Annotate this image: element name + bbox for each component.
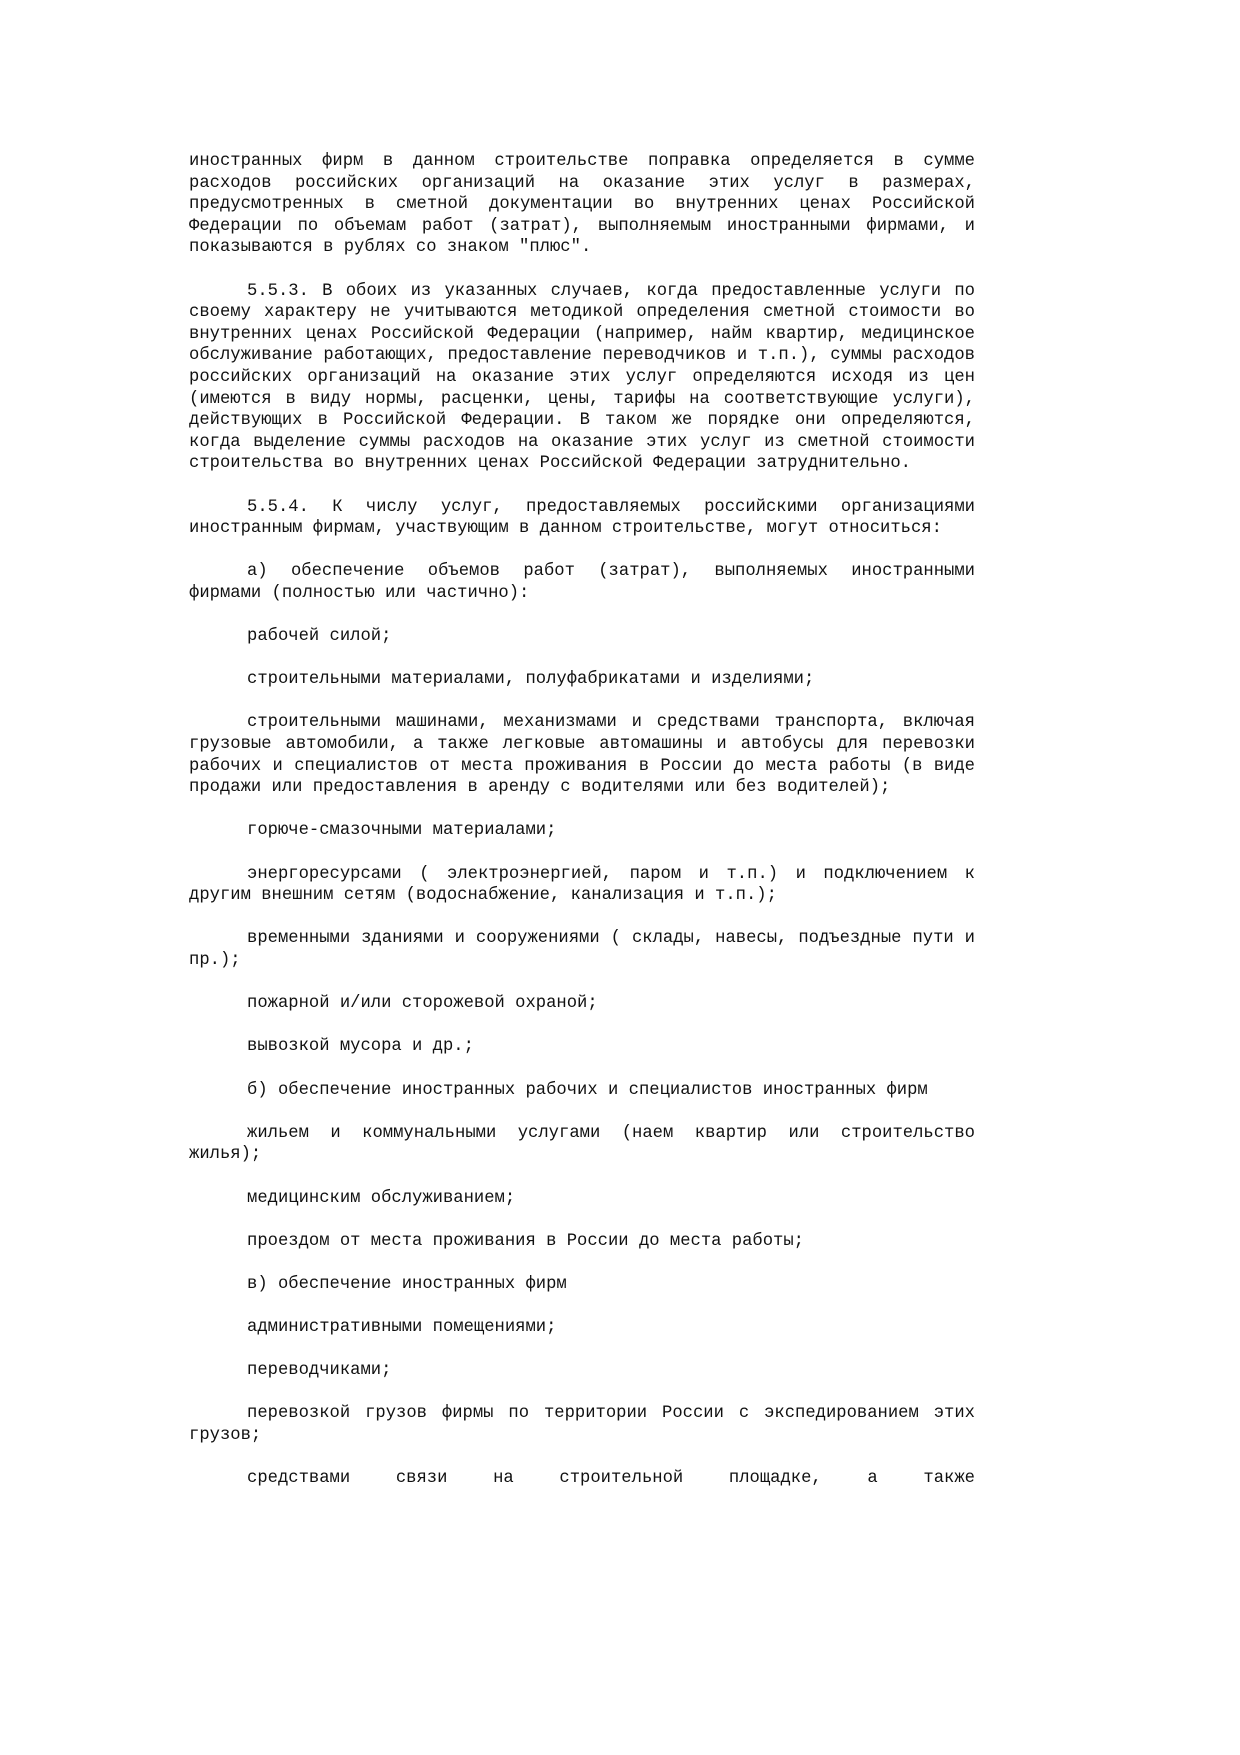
paragraph-5-5-3: 5.5.3. В обоих из указанных случаев, когда предоставленные услуги по своему характеру не учитываются методикой определения сметной стоимости во внутренних ценах Российской Федерации (например, найм квартир, медицинское обслуживание работающих, предоставление переводчиков и т.п.), суммы расходов российских организаций на оказание этих услуг определяются исходя из цен (имеются в виду нормы, расценки, цены, тарифы на соответствующие услуги), действующих в Российской Федерации. В таком же порядке они определяются, когда выделение суммы расходов на оказание этих услуг из сметной стоимости строительства во внутренних ценах Российской Федерации затруднительно. [189,281,975,474]
paragraph-continuation: иностранных фирм в данном строительстве поправка определяется в сумме расходов российских организаций на оказание этих услуг в размерах, предусмотренных в сметной документации во внутренних ценах Российской Федерации по объемам работ (затрат), выполняемым иностранными фирмами, и показываются в рублях со знаком "плюс". [189,152,975,258]
list-item: медицинским обслуживанием; [247,1188,516,1208]
list-item: горюче-смазочными материалами; [247,821,557,841]
list-item: пожарной и/или сторожевой охраной; [247,994,598,1014]
paragraph-5-5-4: 5.5.4. К числу услуг, предоставляемых российскими организациями иностранным фирмам, участвующим в данном строительстве, могут относиться: [189,497,975,539]
list-item: строительными материалами, полуфабрикатами и изделиями; [247,670,815,690]
list-item: перевозкой грузов фирмы по территории России с экспедированием этих грузов; [189,1404,975,1446]
list-item: жильем и коммунальными услугами (наем квартир или строительство жилья); [189,1123,975,1165]
list-item-v: в) обеспечение иностранных фирм [247,1274,567,1294]
list-item: административными помещениями; [247,1318,557,1338]
list-item: временными зданиями и сооружениями ( склады, навесы, подъездные пути и пр.); [189,929,975,970]
list-item: энергоресурсами ( электроэнергией, паром и т.п.) и подключением к другим внешним сетям (водоснабжение, канализация и т.п.); [189,864,975,906]
list-item-b: б) обеспечение иностранных рабочих и специалистов иностранных фирм [247,1080,928,1100]
list-item: переводчиками; [247,1361,392,1381]
list-item: строительными машинами, механизмами и средствами транспорта, включая грузовые автомобили, а также легковые автомашины и автобусы для перевозки рабочих и специалистов от места проживания в России до места работы (в виде продажи или предоставления в аренду с водителями или без водителей); [189,713,975,798]
list-item-a: а) обеспечение объемов работ (затрат), выполняемых иностранными фирмами (полностью или частично): [189,562,975,603]
list-item: проездом от места проживания в России до места работы; [247,1231,804,1251]
list-item-truncated: средствами связи на строительной площадке, а также [247,1469,975,1489]
list-item: рабочей силой; [247,627,392,647]
list-item: вывозкой мусора и др.; [247,1037,474,1057]
document-body [189,151,975,1511]
